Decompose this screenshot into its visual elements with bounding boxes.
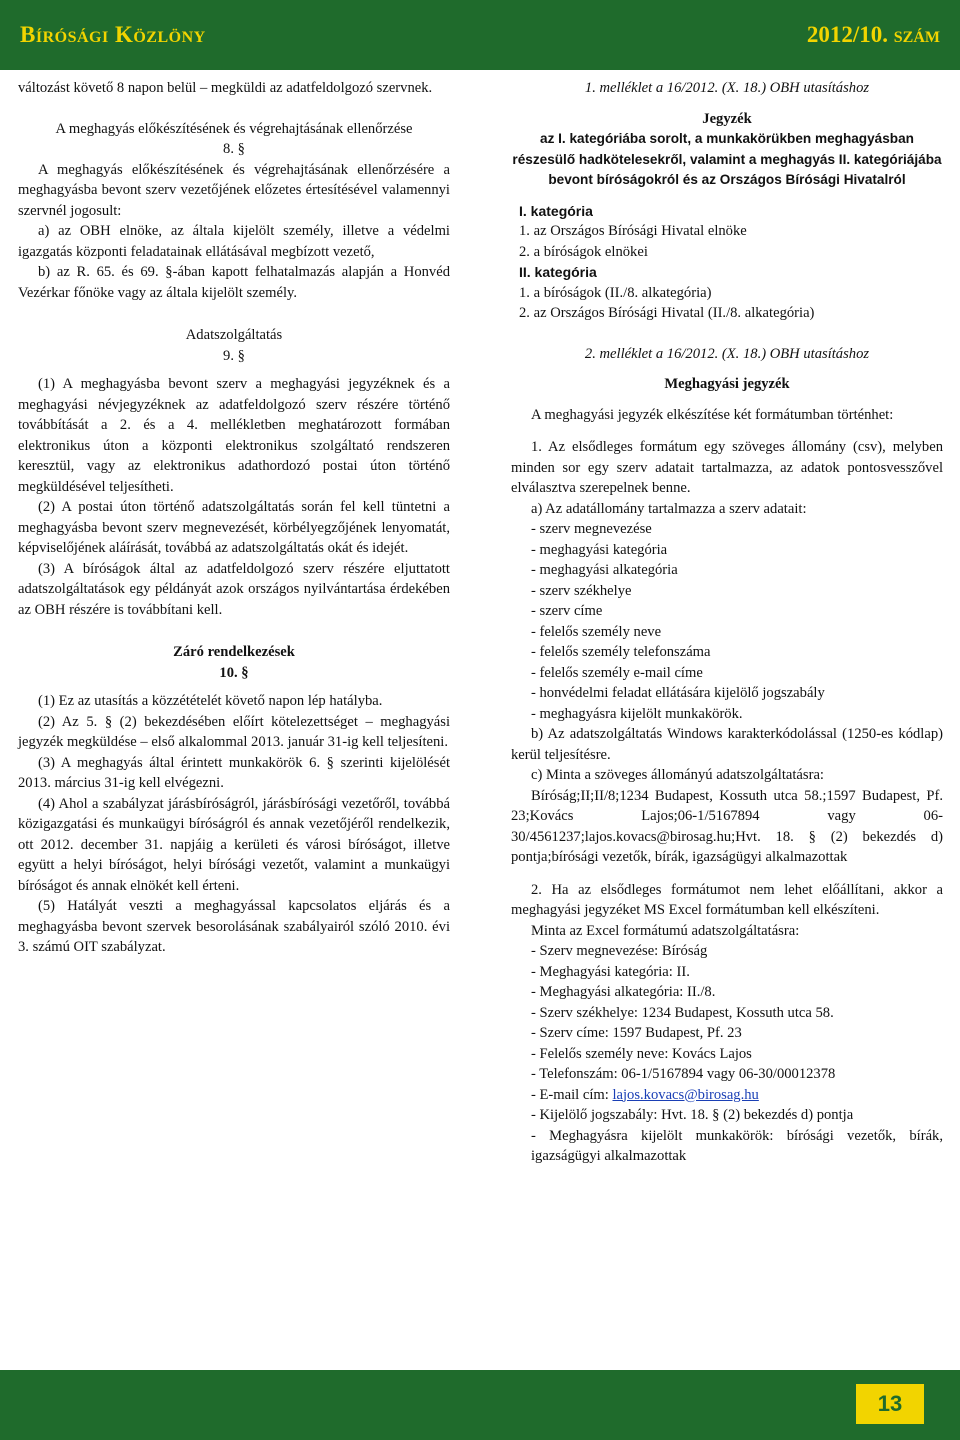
issue-number: 2012/10. szám xyxy=(806,22,940,47)
left-column xyxy=(18,78,450,958)
category-item: 2. a bíróságok elnökei xyxy=(519,243,648,260)
section-number: 10. § xyxy=(219,664,249,681)
right-column xyxy=(511,78,943,1167)
list-item: - honvédelmi feladat ellátására kijelölő jogszabály xyxy=(531,685,825,701)
paragraph: (2) A postai úton történő adatszolgáltatás során fel kell tüntetni a meghagyásba bevont szerv megnevezését, körbélyegzőjének lenyomatát, képviselőjének aláírását, továbbá az adatszolgáltatás okát és idejét. xyxy=(18,499,450,556)
paragraph: a) az OBH elnöke, az általa kijelölt személy, illetve a védelmi igazgatás központi feladatainak ellátásával megbízott vezető, xyxy=(18,223,450,260)
paragraph: (5) Hatályát veszti a meghagyással kapcsolatos eljárás és a meghagyásba bevont szervek besorolásának szabályairól szóló 2010. évi 3. számú OIT szabályzat. xyxy=(18,898,450,955)
paragraph: (3) A meghagyás által érintett munkakörök 6. § szerinti kijelölését 2013. március 31-ig kell elvégezni. xyxy=(18,754,450,791)
paragraph: (1) A meghagyásba bevont szerv a meghagyási jegyzéknek és a meghagyási névjegyzéknek az adatfeldolgozó szerv részére történő továbbítását a 2. és a 4. mellékletben meghatározott formában elektronikus úton a központi elektronikus szolgáltató rendszeren keresztül, vagy az elektronikus adathordozó postai úton történő megküldésével teljesítheti. xyxy=(18,376,450,495)
list-item: - Telefonszám: 06-1/5167894 vagy 06-30/00012378 xyxy=(531,1066,836,1082)
paragraph: b) az R. 65. és 69. §-ában kapott felhatalmazás alapján a Honvéd Vezérkar főnöke vagy az általa kijelölt személy. xyxy=(18,264,450,301)
list-item: - Kijelölő jogszabály: Hvt. 18. § (2) bekezdés d) pontja xyxy=(531,1107,854,1123)
category-item: 2. az Országos Bírósági Hivatal (II./8. alkategória) xyxy=(519,305,815,321)
page-number: 13 xyxy=(856,1384,924,1424)
annex-heading: 2. melléklet a 16/2012. (X. 18.) OBH utasításhoz xyxy=(584,345,870,362)
list-item: - felelős személy e-mail címe xyxy=(531,664,703,681)
section-heading: Záró rendelkezések xyxy=(173,644,295,660)
list-item: - Szerv megnevezése: Bíróság xyxy=(531,943,708,959)
list-item xyxy=(511,1085,943,1106)
paragraph: 1. Az elsődleges formátum egy szöveges állomány (csv), melyben minden sor egy szerv adatait tartalmazza, az adatok pontosvesszővel elválasztva szerepelnek benne. xyxy=(511,439,943,496)
annex-subtitle: az I. kategóriába sorolt, a munkakörükben meghagyásban részesülő hadkötelesekről, valamint a meghagyás II. kategóriájába bevont bíróságokról és az Országos Bírósági Hivatalról xyxy=(512,131,942,187)
email-link[interactable]: lajos.kovacs@birosag.hu xyxy=(612,1086,759,1103)
list-item: - szerv székhelye xyxy=(531,582,632,599)
list-item: - felelős személy telefonszáma xyxy=(531,644,711,660)
category-item: 1. a bíróságok (II./8. alkategória) xyxy=(519,284,712,301)
page-header xyxy=(0,0,960,70)
section-number: 9. § xyxy=(223,347,245,364)
list-item: - szerv megnevezése xyxy=(531,521,652,537)
section-heading: A meghagyás előkészítésének és végrehajtásának ellenőrzése xyxy=(55,120,413,137)
excel-sample-list xyxy=(511,941,943,1167)
paragraph: 2. Ha az elsődleges formátumot nem lehet előállítani, akkor a meghagyási jegyzéket MS Excel formátumban kell elkészíteni. xyxy=(511,881,943,918)
paragraph: b) Az adatszolgáltatás Windows karakterkódolással (1250-es kódlap) kerül teljesítésre. xyxy=(511,726,943,763)
section-number: 8. § xyxy=(223,141,245,157)
list-item: - szerv címe xyxy=(531,603,603,619)
paragraph: Minta az Excel formátumú adatszolgáltatásra: xyxy=(531,922,800,939)
paragraph: (2) Az 5. § (2) bekezdésében előírt kötelezettséget – meghagyási jegyzék megküldése – első alkalommal 2013. január 31-ig kell teljesíteni. xyxy=(18,713,450,750)
annex-heading: 1. melléklet a 16/2012. (X. 18.) OBH utasításhoz xyxy=(584,80,870,96)
section-heading: Adatszolgáltatás xyxy=(185,327,283,343)
paragraph: (3) A bíróságok által az adatfeldolgozó szerv részére eljuttatott adatszolgáltatások egy példányát azok országos nyilvántartása érdekében az OBH részére is továbbítani kell. xyxy=(18,560,450,618)
paragraph: (4) Ahol a szabályzat járásbíróságról, járásbírósági vezetőről, továbbá közigazgatási és munkaügyi bíróságról és annak vezetőjéről rendelkezik, ott 2012. december 31. napjáig a kerületi és városi bíróságot, illetve együtt a helyi bíróságot, helyi bírósági vezetőt, valamint a munkaügyi bíróságot és annak elnökét kell érteni. xyxy=(18,795,450,894)
annex-title: Jegyzék xyxy=(702,110,752,127)
list-item: - Meghagyási alkategória: II./8. xyxy=(531,984,716,1000)
paragraph: A meghagyás előkészítésének és végrehajtásának ellenőrzésére a meghagyásba bevont szerv vezetőjének előzetes értesítésével valamennyi szervnél jogosult: xyxy=(18,161,450,219)
field-list xyxy=(511,519,943,724)
paragraph: c) Minta a szöveges állományú adatszolgáltatásra: xyxy=(531,767,824,783)
list-item: - felelős személy neve xyxy=(531,623,662,640)
paragraph: (1) Ez az utasítás a közzétételét követő napon lép hatályba. xyxy=(38,693,383,709)
list-item: - meghagyásra kijelölt munkakörök. xyxy=(531,705,743,722)
category-item: 1. az Országos Bírósági Hivatal elnöke xyxy=(519,223,747,239)
paragraph: a) Az adatállomány tartalmazza a szerv adatait: xyxy=(531,500,807,517)
category-heading: I. kategória xyxy=(519,202,593,219)
paragraph: változást követő 8 napon belül – megküldi az adatfeldolgozó szervnek. xyxy=(18,80,433,96)
email-label: - E-mail cím: xyxy=(531,1086,613,1103)
annex-title: Meghagyási jegyzék xyxy=(664,376,790,392)
category-heading: II. kategória xyxy=(519,264,597,280)
list-item: - meghagyási alkategória xyxy=(531,562,678,578)
list-item: - Meghagyásra kijelölt munkakörök: bírósági vezetők, bírák, igazságügyi alkalmazottak xyxy=(531,1127,943,1164)
list-item: - Meghagyási kategória: II. xyxy=(531,963,690,980)
list-item: - Szerv címe: 1597 Budapest, Pf. 23 xyxy=(531,1025,742,1041)
page-footer xyxy=(0,1370,960,1440)
list-item: - Felelős személy neve: Kovács Lajos xyxy=(531,1045,752,1062)
paragraph: Bíróság;II;II/8;1234 Budapest, Kossuth utca 58.;1597 Budapest, Pf. 23;Kovács Lajos;06-1/5167894 vagy 06-30/4561237;lajos.kovacs@birosag.hu;Hvt. 18. § (2) bekezdés d) pontja;bírósági vezetők, bírák, igazságügyi alkalmazottak xyxy=(511,787,943,865)
list-item: - Szerv székhelye: 1234 Budapest, Kossuth utca 58. xyxy=(531,1004,834,1021)
publication-title: Bírósági Közlöny xyxy=(20,22,206,47)
paragraph: A meghagyási jegyzék elkészítése két formátumban történhet: xyxy=(531,406,894,423)
list-item: - meghagyási kategória xyxy=(531,541,668,558)
